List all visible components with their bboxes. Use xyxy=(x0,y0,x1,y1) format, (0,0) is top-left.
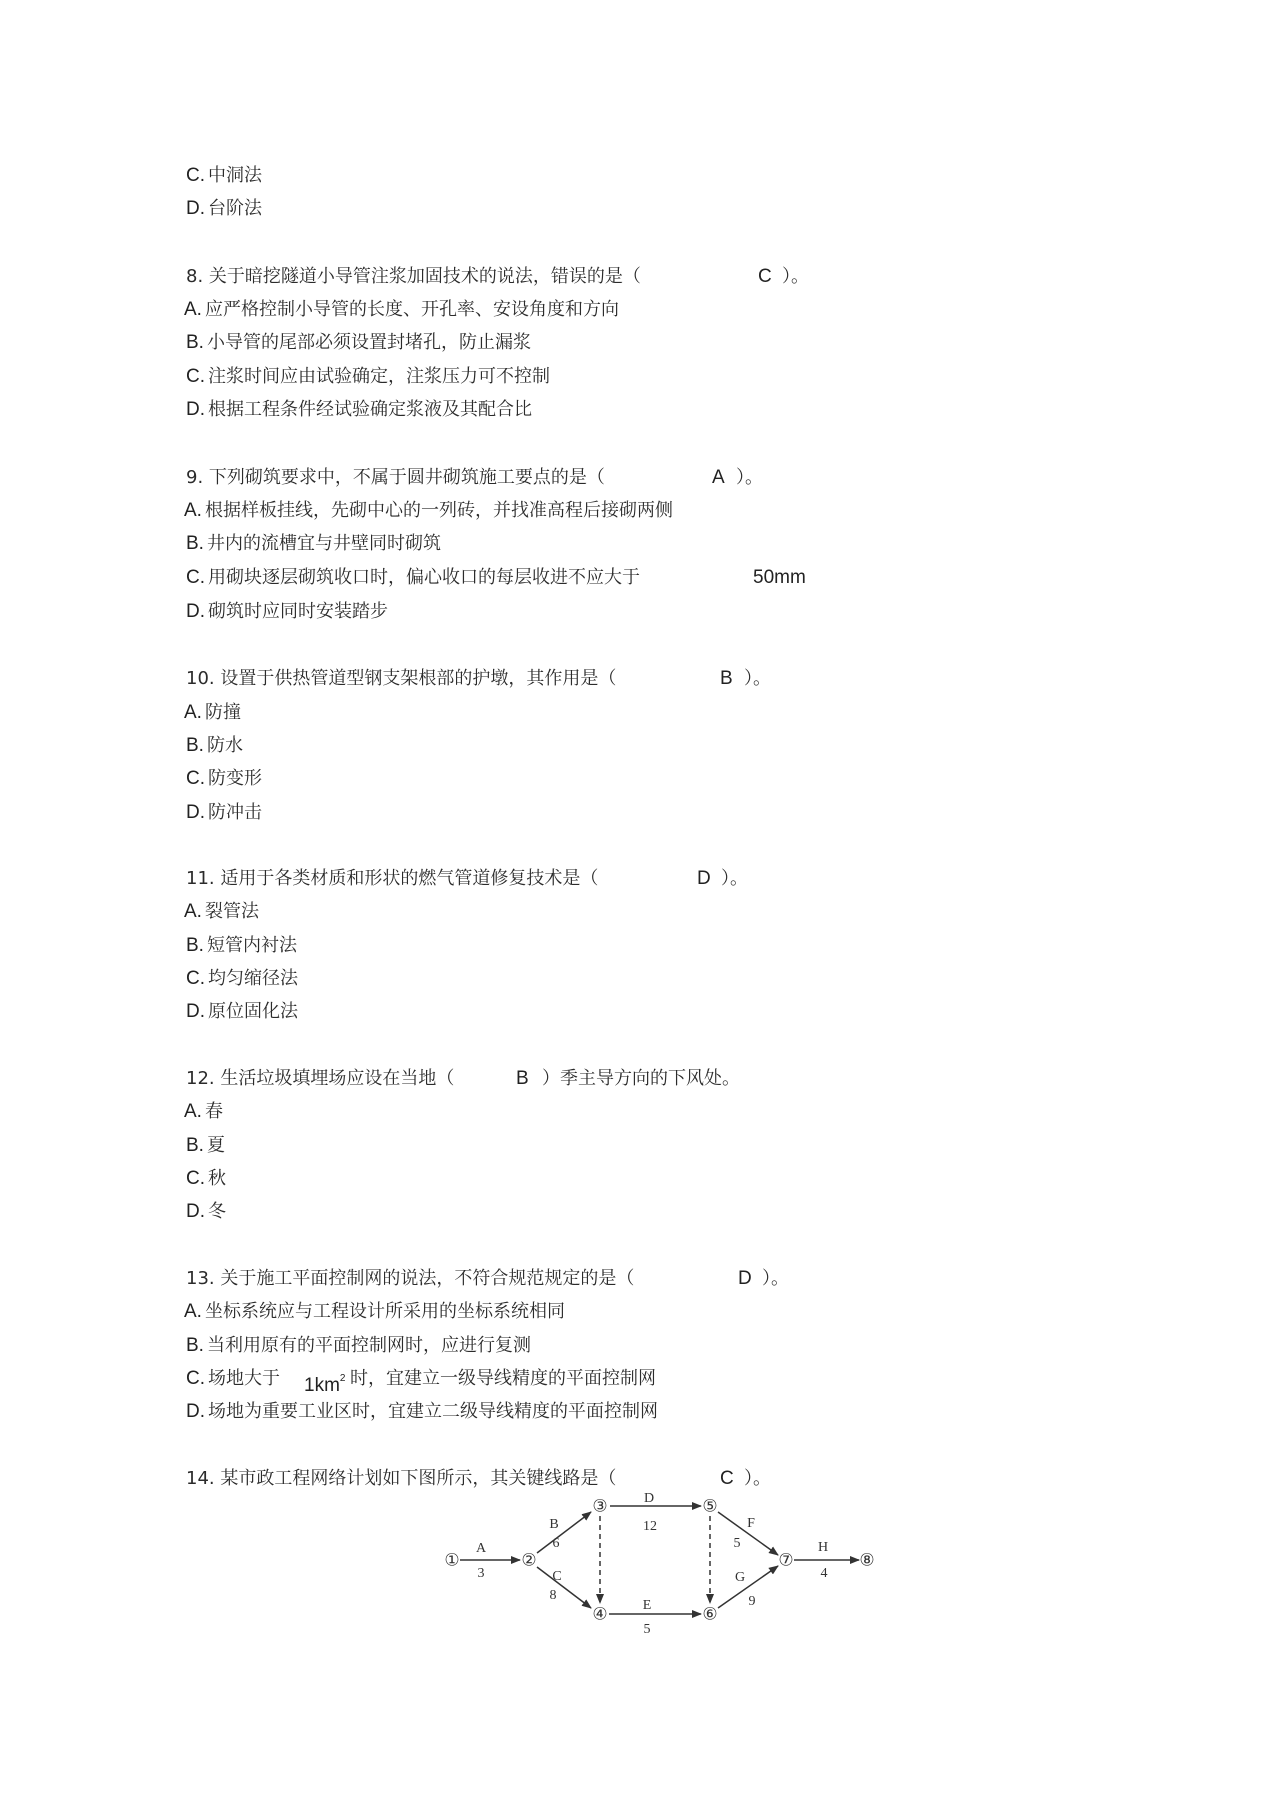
answer-letter: B xyxy=(720,668,733,689)
option-text: 台阶法 xyxy=(208,198,262,219)
option-letter: D. xyxy=(186,198,205,219)
q12-option-a xyxy=(184,1100,223,1124)
q14-stem xyxy=(186,1467,886,1491)
option-text: 场地大于 xyxy=(208,1368,280,1389)
option-text: 均匀缩径法 xyxy=(208,968,298,989)
option-letter: A. xyxy=(184,901,202,922)
option-text: 场地为重要工业区时，宜建立二级导线精度的平面控制网 xyxy=(208,1401,658,1422)
q11-option-a xyxy=(184,900,259,924)
activity-c-label: C xyxy=(552,1569,562,1584)
option-text: 坐标系统应与工程设计所采用的坐标系统相同 xyxy=(204,1301,565,1322)
option-text: 应严格控制小导管的长度、开孔率、安设角度和方向 xyxy=(204,299,619,320)
option-letter: A. xyxy=(184,1301,202,1322)
option-text: 用砌块逐层砌筑收口时，偏心收口的每层收进不应大于 xyxy=(208,567,640,588)
option-letter: C. xyxy=(186,567,205,588)
q13-option-a xyxy=(184,1300,565,1324)
q9-option-b xyxy=(186,532,441,556)
node-4: ④ xyxy=(592,1604,608,1624)
question-text: 9. 下列砌筑要求中，不属于圆井砌筑施工要点的是（ xyxy=(186,467,605,488)
question-text: 14. 某市政工程网络计划如下图所示，其关键线路是（ xyxy=(186,1468,617,1489)
option-letter: B. xyxy=(186,533,204,554)
activity-g-label: G xyxy=(734,1570,746,1585)
q8-stem xyxy=(186,265,886,289)
activity-h-duration: 4 xyxy=(820,1566,828,1581)
node-2: ② xyxy=(521,1550,537,1570)
option-text: 秋 xyxy=(208,1168,226,1189)
option-text-after: 时，宜建立一级导线精度的平面控制网 xyxy=(350,1368,656,1389)
question-text: 12. 生活垃圾填埋场应设在当地（ xyxy=(186,1068,455,1089)
q13-option-b xyxy=(186,1334,531,1358)
question-text: 10. 设置于供热管道型钢支架根部的护墩，其作用是（ xyxy=(186,668,617,689)
q10-option-a xyxy=(184,701,241,725)
q8-option-c xyxy=(186,365,550,389)
question-close: ）季主导方向的下风处。 xyxy=(542,1068,740,1089)
activity-b-duration: 6 xyxy=(552,1536,560,1551)
activity-c-duration: 8 xyxy=(549,1588,557,1603)
answer-letter: D xyxy=(738,1268,752,1289)
q10-option-c xyxy=(186,767,262,791)
activity-h-label: H xyxy=(817,1540,829,1555)
question-close: ）。 xyxy=(762,1268,789,1289)
q9-stem xyxy=(186,466,886,490)
q8-option-b xyxy=(186,331,531,355)
option-letter: D. xyxy=(186,1201,205,1222)
option-letter: D. xyxy=(186,1401,205,1422)
option-letter: B. xyxy=(186,735,204,756)
answer-letter: D xyxy=(697,868,711,889)
activity-a-duration: 3 xyxy=(477,1566,485,1581)
q10-option-d xyxy=(186,801,262,825)
q9-option-c xyxy=(186,566,836,590)
question-text: 11. 适用于各类材质和形状的燃气管道修复技术是（ xyxy=(186,868,599,889)
q9-option-d xyxy=(186,600,388,624)
activity-e-duration: 5 xyxy=(643,1622,651,1637)
q13-option-c xyxy=(186,1367,886,1396)
activity-e-label: E xyxy=(642,1598,652,1613)
area-value: 1km xyxy=(304,1375,340,1396)
option-value: 50mm xyxy=(753,567,806,588)
question-close: ）。 xyxy=(736,467,763,488)
option-letter: A. xyxy=(184,299,202,320)
q12-option-c xyxy=(186,1167,226,1191)
option-text: 春 xyxy=(204,1101,223,1122)
activity-f-duration: 5 xyxy=(733,1536,741,1551)
q11-stem xyxy=(186,867,886,891)
activity-b-label: B xyxy=(549,1517,559,1532)
question-text: 13. 关于施工平面控制网的说法，不符合规范规定的是（ xyxy=(186,1268,635,1289)
option-text: 注浆时间应由试验确定，注浆压力可不控制 xyxy=(208,366,550,387)
q9-option-a xyxy=(184,499,673,523)
q10-option-b xyxy=(186,734,243,758)
option-letter: C. xyxy=(186,165,205,186)
option-text: 砌筑时应同时安装踏步 xyxy=(208,601,388,622)
q10-stem xyxy=(186,667,886,691)
option-text: 裂管法 xyxy=(204,901,259,922)
option-letter: D. xyxy=(186,802,205,823)
answer-letter: C xyxy=(720,1468,734,1489)
q8-option-d xyxy=(186,398,532,422)
question-close: ）。 xyxy=(744,668,771,689)
option-letter: B. xyxy=(186,1135,204,1156)
q12-option-d xyxy=(186,1200,226,1224)
option-letter: C. xyxy=(186,968,205,989)
question-close: ）。 xyxy=(721,868,748,889)
node-5: ⑤ xyxy=(702,1496,718,1516)
q11-option-c xyxy=(186,967,298,991)
node-1: ① xyxy=(444,1550,460,1570)
option-letter: C. xyxy=(186,768,205,789)
option-text: 夏 xyxy=(206,1135,225,1156)
option-letter: A. xyxy=(184,1101,202,1122)
activity-a-label: A xyxy=(475,1541,487,1556)
activity-d-label: D xyxy=(643,1491,655,1506)
q11-option-d xyxy=(186,1000,298,1024)
question-text: 8. 关于暗挖隧道小导管注浆加固技术的说法，错误的是（ xyxy=(186,266,641,287)
option-letter: D. xyxy=(186,1001,205,1022)
option-letter: B. xyxy=(186,332,204,353)
option-letter: D. xyxy=(186,399,205,420)
q7-option-d xyxy=(186,197,262,221)
activity-c-arrow xyxy=(537,1567,591,1608)
q13-option-d xyxy=(186,1400,658,1424)
option-text: 井内的流槽宜与井壁同时砌筑 xyxy=(206,533,441,554)
answer-letter: A xyxy=(712,467,725,488)
activity-d-duration: 12 xyxy=(643,1519,657,1534)
question-close: ）。 xyxy=(782,266,809,287)
option-text: 防水 xyxy=(206,735,243,756)
option-text: 防撞 xyxy=(204,702,241,723)
node-3: ③ xyxy=(592,1496,608,1516)
option-text: 中洞法 xyxy=(208,165,262,186)
option-text: 当利用原有的平面控制网时，应进行复测 xyxy=(206,1335,531,1356)
q7-option-c xyxy=(186,164,262,188)
option-letter: C. xyxy=(186,1368,205,1389)
option-value xyxy=(304,1367,345,1398)
option-letter: C. xyxy=(186,1168,205,1189)
q12-option-b xyxy=(186,1134,225,1158)
node-8: ⑧ xyxy=(859,1550,875,1570)
question-close: ）。 xyxy=(744,1468,771,1489)
node-7: ⑦ xyxy=(778,1550,794,1570)
option-letter: C. xyxy=(186,366,205,387)
option-text: 小导管的尾部必须设置封堵孔，防止漏浆 xyxy=(206,332,531,353)
option-text: 防变形 xyxy=(208,768,262,789)
option-letter: D. xyxy=(186,601,205,622)
option-letter: A. xyxy=(184,702,202,723)
q11-option-b xyxy=(186,934,297,958)
activity-f-label: F xyxy=(747,1516,755,1531)
answer-letter: C xyxy=(758,266,772,287)
option-text: 原位固化法 xyxy=(208,1001,298,1022)
q13-stem xyxy=(186,1267,886,1291)
answer-letter: B xyxy=(516,1068,529,1089)
option-letter: B. xyxy=(186,1335,204,1356)
q12-stem xyxy=(186,1067,886,1091)
option-text: 防冲击 xyxy=(208,802,262,823)
option-text: 根据工程条件经试验确定浆液及其配合比 xyxy=(208,399,532,420)
network-diagram xyxy=(440,1491,890,1637)
option-letter: B. xyxy=(186,935,204,956)
option-text: 短管内衬法 xyxy=(206,935,297,956)
q8-option-a xyxy=(184,298,619,322)
option-text: 根据样板挂线，先砌中心的一列砖，并找准高程后接砌两侧 xyxy=(204,500,673,521)
activity-b-arrow xyxy=(537,1512,591,1553)
node-6: ⑥ xyxy=(702,1604,718,1624)
superscript: 2 xyxy=(339,1373,346,1384)
activity-g-duration: 9 xyxy=(748,1594,756,1609)
option-text: 冬 xyxy=(208,1201,226,1222)
option-letter: A. xyxy=(184,500,202,521)
